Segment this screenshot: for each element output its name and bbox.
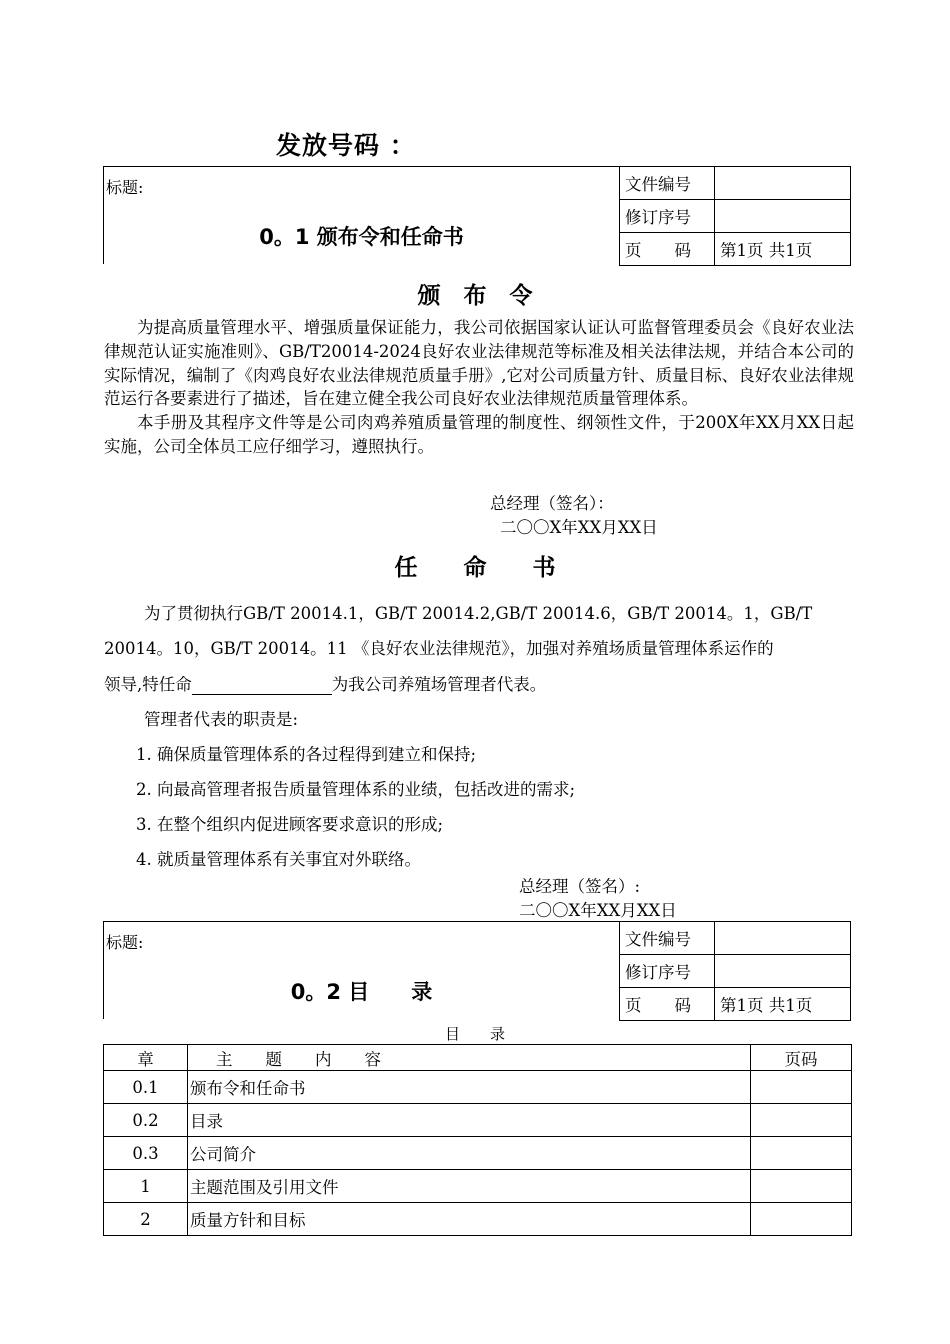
table-row xyxy=(104,1203,852,1236)
toc-page xyxy=(751,1137,852,1170)
meta-value xyxy=(715,200,851,233)
table-row xyxy=(104,1104,852,1137)
appointment-line-3-pre: 领导,特任命 xyxy=(104,675,192,694)
appointment-heading: 任 命 书 xyxy=(394,555,556,581)
header-title-box xyxy=(103,166,619,264)
toc-chapter: 0.1 xyxy=(104,1071,188,1104)
meta-key: 页 码 xyxy=(620,988,715,1021)
decree-paragraph-2: 本手册及其程序文件等是公司肉鸡养殖质量管理的制度性、纲领性文件，于200X年XX月XX日起实施，公司全体员工应仔细学习，遵照执行。 xyxy=(104,413,854,456)
duty-item: 4. 就质量管理体系有关事宜对外联络。 xyxy=(136,850,421,869)
header-meta-table xyxy=(619,921,851,1021)
toc-caption: 目 录 xyxy=(444,1025,505,1043)
duty-item: 1. 确保质量管理体系的各过程得到建立和保持; xyxy=(136,745,477,764)
header-title: 0。1 颁布令和任命书 xyxy=(259,225,464,249)
appointment-date: 二〇〇X年XX月XX日 xyxy=(519,901,677,920)
toc-header-row xyxy=(104,1045,852,1071)
document-header-1 xyxy=(103,166,851,264)
decree-paragraph-1: 为提高质量管理水平、增强质量保证能力，我公司依据国家认证认可监督管理委员会《良好农业法律规范认证实施准则》、GB/T20014-2024良好农业法律规范等标准及相关法律法规，并结合本公司的实际情况，编制了《肉鸡良好农业法律规范质量手册》,它对公司质量方针、质量目标、良好农业法律规范运行各要素进行了描述，旨在建立健全我公司良好农业法律规范质量管理体系。 xyxy=(104,318,854,409)
toc-chapter: 1 xyxy=(104,1170,188,1203)
toc-header-topic: 主 题 内 容 xyxy=(188,1045,751,1071)
appointment-line-3-post: 为我公司养殖场管理者代表。 xyxy=(331,675,547,694)
toc-chapter: 0.2 xyxy=(104,1104,188,1137)
duty-item: 3. 在整个组织内促进顾客要求意识的形成; xyxy=(136,815,444,834)
meta-value xyxy=(715,955,851,988)
meta-value: 第1页 共1页 xyxy=(715,988,851,1021)
decree-date: 二〇〇X年XX月XX日 xyxy=(500,518,658,537)
header-title-box xyxy=(103,921,619,1019)
appointment-signature: 总经理（签名）: xyxy=(519,877,641,896)
toc-page xyxy=(751,1203,852,1236)
decree-body xyxy=(104,316,854,459)
meta-value: 第1页 共1页 xyxy=(715,233,851,266)
meta-value xyxy=(715,922,851,955)
toc-topic: 目录 xyxy=(188,1104,751,1137)
toc-page xyxy=(751,1071,852,1104)
header-title-label: 标题: xyxy=(106,178,144,197)
meta-key: 文件编号 xyxy=(620,167,715,200)
toc-table xyxy=(103,1044,852,1236)
toc-header-chapter: 章 xyxy=(104,1045,188,1071)
header-meta-table xyxy=(619,166,851,266)
duties-title: 管理者代表的职责是: xyxy=(144,710,299,729)
toc-page xyxy=(751,1170,852,1203)
appointment-line-3 xyxy=(104,671,546,695)
meta-key: 修订序号 xyxy=(620,200,715,233)
meta-key: 修订序号 xyxy=(620,955,715,988)
issue-number-label: 发放号码 ： xyxy=(276,131,416,160)
toc-chapter: 0.3 xyxy=(104,1137,188,1170)
toc-topic: 质量方针和目标 xyxy=(188,1203,751,1236)
decree-heading: 颁 布 令 xyxy=(417,283,533,309)
toc-topic: 颁布令和任命书 xyxy=(188,1071,751,1104)
toc-topic: 主题范围及引用文件 xyxy=(188,1170,751,1203)
appointment-line-2: 20014。10，GB/T 20014。11 《良好农业法律规范》，加强对养殖场质量管理体系运作的 xyxy=(104,639,774,658)
table-row xyxy=(104,1071,852,1104)
header-title-label: 标题: xyxy=(106,933,144,952)
duty-item: 2. 向最高管理者报告质量管理体系的业绩，包括改进的需求; xyxy=(136,780,576,799)
header-title: 0。2 目 录 xyxy=(290,980,433,1004)
toc-header-page: 页码 xyxy=(751,1045,852,1071)
appointee-blank xyxy=(192,677,332,695)
toc-page xyxy=(751,1104,852,1137)
meta-key: 页 码 xyxy=(620,233,715,266)
table-row xyxy=(104,1170,852,1203)
appointment-line-1: 为了贯彻执行GB/T 20014.1，GB/T 20014.2,GB/T 20014.6，GB/T 20014。1，GB/T xyxy=(144,604,813,623)
document-header-2 xyxy=(103,921,851,1019)
toc-topic: 公司简介 xyxy=(188,1137,751,1170)
meta-value xyxy=(715,167,851,200)
decree-signature: 总经理（签名）： xyxy=(490,494,614,513)
meta-key: 文件编号 xyxy=(620,922,715,955)
toc-chapter: 2 xyxy=(104,1203,188,1236)
table-row xyxy=(104,1137,852,1170)
